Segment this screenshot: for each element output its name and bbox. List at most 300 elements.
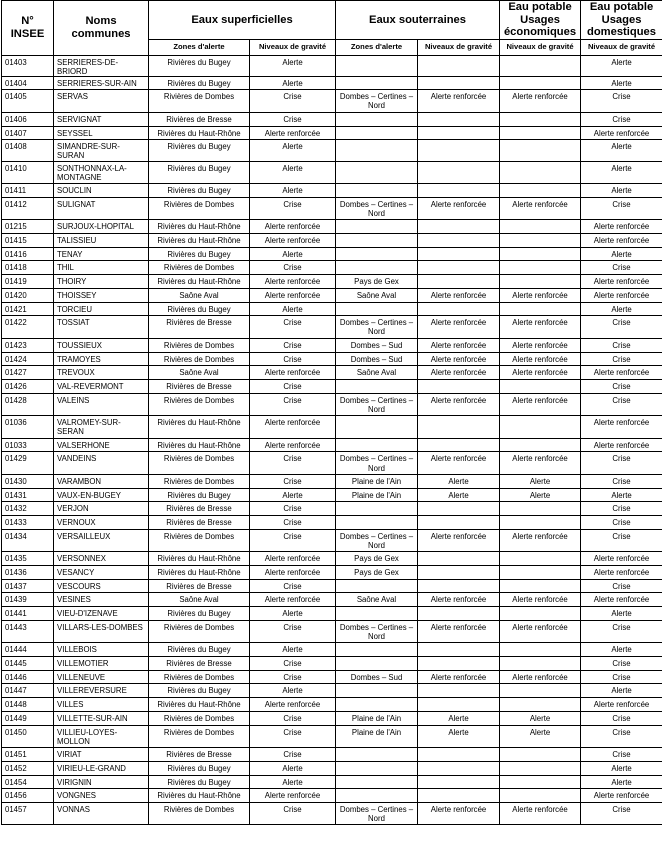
cell-niveau-souterraine [418,789,500,803]
cell-insee: 01416 [2,247,54,261]
cell-niveau-domestique: Crise [581,516,662,530]
cell-niveau-economique [500,379,581,393]
cell-insee: 01435 [2,552,54,566]
cell-zone-superficielle: Rivières du Bugey [149,302,250,316]
cell-insee: 01457 [2,802,54,825]
cell-zone-souterraine: Dombes – Certines – Nord [336,620,418,643]
table-row [2,711,662,725]
cell-commune: THOISSEY [54,288,149,302]
cell-zone-superficielle: Rivières du Haut-Rhône [149,698,250,712]
cell-niveau-souterraine: Alerte renforcée [418,393,500,416]
table-row [2,657,662,671]
cell-zone-souterraine [336,698,418,712]
cell-niveau-economique [500,643,581,657]
cell-zone-superficielle: Rivières de Dombes [149,475,250,489]
cell-zone-souterraine [336,184,418,198]
cell-commune: VIRIGNIN [54,775,149,789]
cell-zone-souterraine: Dombes – Certines – Nord [336,316,418,339]
cell-niveau-economique [500,161,581,184]
cell-niveau-superficielle: Alerte [250,643,336,657]
cell-zone-souterraine: Dombes – Sud [336,338,418,352]
cell-zone-superficielle: Rivières de Dombes [149,90,250,113]
cell-zone-superficielle: Rivières de Bresse [149,379,250,393]
cell-niveau-economique: Alerte renforcée [500,316,581,339]
cell-niveau-superficielle: Alerte renforcée [250,234,336,248]
cell-niveau-domestique: Crise [581,748,662,762]
cell-niveau-domestique: Alerte [581,76,662,90]
cell-zone-souterraine: Saône Aval [336,288,418,302]
cell-niveau-domestique: Alerte [581,55,662,76]
cell-niveau-domestique: Alerte renforcée [581,593,662,607]
cell-commune: VIRIAT [54,748,149,762]
cell-niveau-economique [500,416,581,439]
cell-zone-superficielle: Rivières de Dombes [149,261,250,275]
cell-zone-souterraine [336,438,418,452]
cell-niveau-economique [500,112,581,126]
cell-insee: 01443 [2,620,54,643]
cell-niveau-domestique: Crise [581,502,662,516]
cell-commune: VESINES [54,593,149,607]
table-row [2,802,662,825]
cell-commune: VILLEMOTIER [54,657,149,671]
header-eau-potable-domestiques: Eau potable Usages domestiques [581,1,662,40]
table-row [2,789,662,803]
cell-niveau-superficielle: Crise [250,90,336,113]
cell-niveau-superficielle: Alerte [250,247,336,261]
cell-niveau-economique [500,566,581,580]
table-row [2,316,662,339]
cell-niveau-superficielle: Alerte [250,607,336,621]
cell-niveau-economique [500,607,581,621]
cell-zone-superficielle: Rivières du Haut-Rhône [149,552,250,566]
cell-niveau-domestique: Alerte renforcée [581,698,662,712]
cell-zone-souterraine: Dombes – Certines – Nord [336,393,418,416]
table-row [2,352,662,366]
cell-niveau-souterraine [418,516,500,530]
cell-commune: THOIRY [54,275,149,289]
table-row [2,761,662,775]
cell-niveau-economique: Alerte renforcée [500,90,581,113]
cell-zone-superficielle: Rivières du Haut-Rhône [149,789,250,803]
table-row [2,552,662,566]
cell-niveau-economique: Alerte renforcée [500,620,581,643]
cell-insee: 01406 [2,112,54,126]
subheader-zones-superficielles: Zones d'alerte [149,39,250,55]
cell-commune: VILLARS-LES-DOMBES [54,620,149,643]
cell-niveau-souterraine [418,566,500,580]
cell-niveau-domestique: Alerte [581,684,662,698]
cell-commune: VILLEREVERSURE [54,684,149,698]
cell-commune: VANDEINS [54,452,149,475]
cell-zone-souterraine: Dombes – Certines – Nord [336,197,418,220]
cell-zone-souterraine: Saône Aval [336,593,418,607]
cell-niveau-souterraine [418,234,500,248]
cell-zone-superficielle: Rivières du Haut-Rhône [149,416,250,439]
table-row [2,288,662,302]
cell-zone-superficielle: Rivières du Haut-Rhône [149,126,250,140]
cell-zone-superficielle: Rivières de Bresse [149,516,250,530]
cell-niveau-economique [500,579,581,593]
cell-insee: 01429 [2,452,54,475]
cell-niveau-superficielle: Crise [250,748,336,762]
header-row [2,1,662,40]
cell-niveau-economique [500,552,581,566]
cell-niveau-superficielle: Crise [250,393,336,416]
cell-niveau-souterraine: Alerte renforcée [418,452,500,475]
cell-niveau-domestique: Crise [581,316,662,339]
cell-niveau-souterraine [418,698,500,712]
cell-insee: 01423 [2,338,54,352]
cell-niveau-domestique: Crise [581,579,662,593]
cell-niveau-superficielle: Crise [250,475,336,489]
cell-zone-superficielle: Rivières de Dombes [149,393,250,416]
cell-zone-souterraine [336,516,418,530]
cell-niveau-souterraine: Alerte renforcée [418,529,500,552]
cell-niveau-domestique: Crise [581,352,662,366]
table-row [2,393,662,416]
table-body [2,55,662,825]
cell-niveau-souterraine [418,416,500,439]
cell-zone-superficielle: Rivières du Bugey [149,161,250,184]
cell-insee: 01403 [2,55,54,76]
cell-niveau-domestique: Alerte renforcée [581,438,662,452]
cell-commune: VAUX-EN-BUGEY [54,488,149,502]
cell-zone-souterraine [336,607,418,621]
cell-commune: TENAY [54,247,149,261]
cell-niveau-domestique: Crise [581,475,662,489]
cell-zone-souterraine [336,161,418,184]
cell-zone-souterraine: Plaine de l'Ain [336,488,418,502]
cell-insee: 01450 [2,725,54,748]
cell-zone-superficielle: Rivières de Dombes [149,620,250,643]
cell-zone-superficielle: Rivières du Bugey [149,140,250,161]
table-row [2,698,662,712]
cell-commune: VESANCY [54,566,149,580]
cell-zone-souterraine [336,789,418,803]
subheader-niveaux-superficielles: Niveaux de gravité [250,39,336,55]
cell-niveau-souterraine [418,76,500,90]
cell-niveau-superficielle: Crise [250,316,336,339]
cell-niveau-souterraine: Alerte renforcée [418,620,500,643]
cell-zone-superficielle: Rivières de Bresse [149,316,250,339]
cell-zone-superficielle: Saône Aval [149,366,250,380]
cell-insee: 01454 [2,775,54,789]
header-eau-potable-economiques: Eau potable Usages économiques [500,1,581,40]
cell-niveau-souterraine: Alerte renforcée [418,288,500,302]
cell-niveau-superficielle: Crise [250,338,336,352]
cell-insee: 01405 [2,90,54,113]
cell-zone-superficielle: Rivières de Dombes [149,338,250,352]
cell-commune: VESCOURS [54,579,149,593]
cell-niveau-domestique: Crise [581,90,662,113]
cell-niveau-domestique: Crise [581,452,662,475]
cell-zone-superficielle: Rivières du Haut-Rhône [149,275,250,289]
cell-niveau-domestique: Crise [581,112,662,126]
cell-niveau-domestique: Alerte [581,775,662,789]
table-row [2,247,662,261]
table-row [2,643,662,657]
cell-niveau-economique: Alerte [500,711,581,725]
cell-zone-superficielle: Rivières de Dombes [149,725,250,748]
cell-commune: VARAMBON [54,475,149,489]
cell-niveau-economique: Alerte renforcée [500,802,581,825]
cell-niveau-economique [500,275,581,289]
cell-niveau-economique [500,657,581,671]
cell-zone-superficielle: Rivières du Bugey [149,761,250,775]
table-row [2,452,662,475]
header-insee: N° INSEE [2,1,54,56]
cell-niveau-domestique: Alerte [581,161,662,184]
cell-zone-souterraine: Pays de Gex [336,552,418,566]
cell-niveau-souterraine [418,112,500,126]
table-row [2,261,662,275]
cell-zone-souterraine [336,643,418,657]
cell-niveau-superficielle: Crise [250,261,336,275]
table-row [2,90,662,113]
cell-insee: 01447 [2,684,54,698]
cell-commune: VILLES [54,698,149,712]
subheader-niveaux-domestiques: Niveaux de gravité [581,39,662,55]
cell-niveau-superficielle: Alerte [250,76,336,90]
cell-niveau-superficielle: Alerte renforcée [250,552,336,566]
cell-niveau-souterraine: Alerte renforcée [418,593,500,607]
table-row [2,197,662,220]
cell-niveau-economique [500,220,581,234]
cell-niveau-domestique: Crise [581,393,662,416]
table-row [2,620,662,643]
cell-insee: 01451 [2,748,54,762]
cell-insee: 01419 [2,275,54,289]
table-row [2,275,662,289]
table-row [2,593,662,607]
cell-niveau-souterraine [418,579,500,593]
table-row [2,140,662,161]
cell-commune: TORCIEU [54,302,149,316]
cell-commune: SERRIERES-DE-BRIORD [54,55,149,76]
cell-niveau-domestique: Alerte renforcée [581,566,662,580]
cell-niveau-superficielle: Crise [250,802,336,825]
cell-niveau-souterraine: Alerte [418,725,500,748]
cell-insee: 01407 [2,126,54,140]
cell-commune: VIRIEU-LE-GRAND [54,761,149,775]
cell-zone-superficielle: Rivières de Dombes [149,529,250,552]
cell-zone-superficielle: Rivières de Dombes [149,197,250,220]
cell-niveau-superficielle: Alerte renforcée [250,288,336,302]
cell-commune: TREVOUX [54,366,149,380]
cell-zone-superficielle: Rivières du Bugey [149,775,250,789]
cell-niveau-domestique: Crise [581,197,662,220]
cell-niveau-souterraine [418,302,500,316]
cell-niveau-souterraine [418,438,500,452]
cell-commune: VILLEBOIS [54,643,149,657]
subheader-niveaux-souterraines: Niveaux de gravité [418,39,500,55]
cell-zone-souterraine: Plaine de l'Ain [336,475,418,489]
cell-zone-superficielle: Rivières du Haut-Rhône [149,438,250,452]
cell-niveau-superficielle: Alerte renforcée [250,366,336,380]
cell-zone-souterraine: Pays de Gex [336,275,418,289]
table-row [2,234,662,248]
cell-niveau-superficielle: Alerte renforcée [250,789,336,803]
cell-zone-souterraine [336,416,418,439]
cell-niveau-economique [500,247,581,261]
cell-niveau-economique: Alerte [500,725,581,748]
cell-niveau-domestique: Alerte renforcée [581,275,662,289]
cell-niveau-economique [500,516,581,530]
cell-niveau-economique [500,140,581,161]
cell-zone-superficielle: Rivières de Dombes [149,711,250,725]
cell-zone-souterraine: Dombes – Certines – Nord [336,452,418,475]
cell-zone-superficielle: Rivières du Haut-Rhône [149,566,250,580]
cell-zone-souterraine: Dombes – Certines – Nord [336,802,418,825]
cell-niveau-domestique: Crise [581,261,662,275]
cell-niveau-superficielle: Alerte renforcée [250,126,336,140]
cell-insee: 01422 [2,316,54,339]
cell-insee: 01036 [2,416,54,439]
cell-niveau-domestique: Alerte [581,302,662,316]
cell-niveau-superficielle: Crise [250,657,336,671]
cell-niveau-domestique: Alerte [581,488,662,502]
cell-niveau-superficielle: Crise [250,711,336,725]
table-row [2,220,662,234]
cell-zone-souterraine: Dombes – Sud [336,352,418,366]
cell-niveau-souterraine: Alerte renforcée [418,352,500,366]
cell-niveau-economique [500,76,581,90]
cell-niveau-souterraine [418,502,500,516]
cell-niveau-economique: Alerte renforcée [500,352,581,366]
cell-commune: SOUCLIN [54,184,149,198]
cell-zone-souterraine [336,55,418,76]
cell-niveau-economique [500,761,581,775]
cell-niveau-souterraine: Alerte [418,475,500,489]
cell-zone-superficielle: Rivières de Dombes [149,802,250,825]
cell-niveau-economique [500,438,581,452]
table-row [2,475,662,489]
cell-zone-souterraine [336,140,418,161]
cell-niveau-superficielle: Alerte [250,761,336,775]
table-row [2,76,662,90]
cell-insee: 01445 [2,657,54,671]
cell-niveau-domestique: Crise [581,379,662,393]
cell-commune: TOUSSIEUX [54,338,149,352]
cell-commune: VERSAILLEUX [54,529,149,552]
cell-niveau-superficielle: Alerte [250,302,336,316]
cell-niveau-economique: Alerte renforcée [500,452,581,475]
subheader-niveaux-economiques: Niveaux de gravité [500,39,581,55]
cell-niveau-souterraine [418,247,500,261]
cell-insee: 01426 [2,379,54,393]
cell-niveau-economique [500,126,581,140]
cell-insee: 01408 [2,140,54,161]
cell-commune: SERVAS [54,90,149,113]
cell-niveau-domestique: Alerte renforcée [581,366,662,380]
table-row [2,775,662,789]
cell-niveau-economique: Alerte renforcée [500,197,581,220]
cell-zone-souterraine: Saône Aval [336,366,418,380]
cell-commune: VAL-REVERMONT [54,379,149,393]
cell-niveau-domestique: Crise [581,670,662,684]
cell-niveau-domestique: Alerte renforcée [581,416,662,439]
cell-niveau-economique [500,184,581,198]
cell-niveau-economique: Alerte renforcée [500,366,581,380]
cell-zone-souterraine: Dombes – Sud [336,670,418,684]
cell-zone-souterraine [336,234,418,248]
cell-insee: 01430 [2,475,54,489]
cell-zone-superficielle: Rivières du Bugey [149,607,250,621]
table-row [2,366,662,380]
table-row [2,338,662,352]
cell-commune: SONTHONNAX-LA-MONTAGNE [54,161,149,184]
cell-insee: 01439 [2,593,54,607]
cell-niveau-superficielle: Alerte renforcée [250,593,336,607]
cell-zone-souterraine [336,261,418,275]
cell-zone-superficielle: Rivières du Bugey [149,247,250,261]
cell-niveau-souterraine: Alerte renforcée [418,338,500,352]
cell-commune: TALISSIEU [54,234,149,248]
cell-niveau-domestique: Alerte [581,643,662,657]
cell-zone-souterraine [336,761,418,775]
cell-niveau-domestique: Alerte renforcée [581,126,662,140]
cell-niveau-superficielle: Crise [250,529,336,552]
cell-niveau-superficielle: Alerte renforcée [250,275,336,289]
cell-niveau-superficielle: Alerte renforcée [250,416,336,439]
cell-niveau-economique: Alerte renforcée [500,338,581,352]
cell-niveau-domestique: Crise [581,711,662,725]
cell-niveau-domestique: Alerte renforcée [581,288,662,302]
cell-niveau-superficielle: Crise [250,452,336,475]
cell-niveau-souterraine: Alerte renforcée [418,670,500,684]
cell-niveau-economique: Alerte renforcée [500,670,581,684]
cell-commune: VALEINS [54,393,149,416]
cell-niveau-economique [500,55,581,76]
cell-niveau-domestique: Alerte renforcée [581,789,662,803]
cell-commune: VERSONNEX [54,552,149,566]
cell-niveau-domestique: Crise [581,620,662,643]
cell-commune: VILLENEUVE [54,670,149,684]
cell-niveau-superficielle: Alerte [250,775,336,789]
table-row [2,725,662,748]
cell-insee: 01410 [2,161,54,184]
cell-niveau-domestique: Alerte [581,247,662,261]
cell-insee: 01436 [2,566,54,580]
cell-niveau-economique: Alerte [500,488,581,502]
cell-niveau-economique: Alerte renforcée [500,529,581,552]
cell-insee: 01444 [2,643,54,657]
cell-commune: TRAMOYES [54,352,149,366]
cell-commune: SEYSSEL [54,126,149,140]
cell-niveau-superficielle: Crise [250,379,336,393]
cell-commune: SERRIERES-SUR-AIN [54,76,149,90]
cell-niveau-economique [500,775,581,789]
cell-niveau-souterraine: Alerte [418,711,500,725]
cell-niveau-economique: Alerte renforcée [500,393,581,416]
cell-niveau-superficielle: Crise [250,352,336,366]
cell-niveau-souterraine: Alerte renforcée [418,802,500,825]
cell-insee: 01448 [2,698,54,712]
cell-insee: 01421 [2,302,54,316]
cell-zone-superficielle: Rivières de Dombes [149,452,250,475]
cell-insee: 01433 [2,516,54,530]
cell-commune: TOSSIAT [54,316,149,339]
cell-zone-superficielle: Saône Aval [149,288,250,302]
cell-niveau-superficielle: Alerte [250,55,336,76]
header-eaux-superficielles: Eaux superficielles [149,1,336,40]
cell-niveau-superficielle: Alerte renforcée [250,438,336,452]
cell-niveau-souterraine [418,161,500,184]
cell-niveau-superficielle: Crise [250,725,336,748]
cell-insee: 01441 [2,607,54,621]
cell-niveau-superficielle: Alerte [250,161,336,184]
cell-niveau-souterraine [418,775,500,789]
